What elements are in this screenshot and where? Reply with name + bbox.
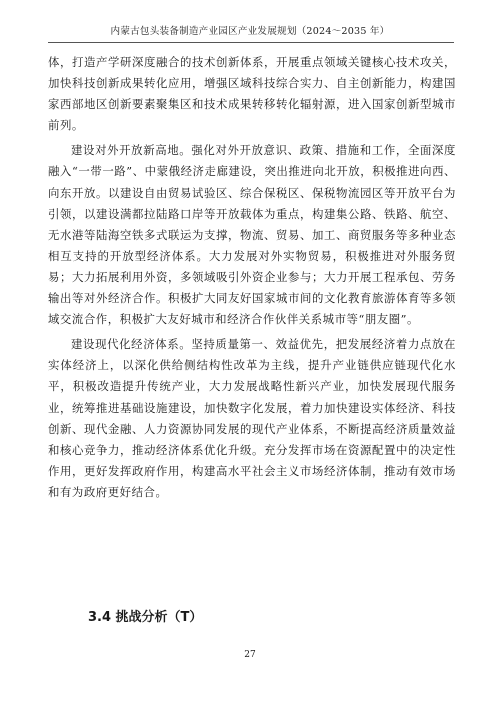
running-header: 内蒙古包头装备制造产业园区产业发展规划（2024～2035 年） xyxy=(110,26,390,37)
page-number: 27 xyxy=(244,650,256,660)
section-heading: 3.4 挑战分析（T） xyxy=(88,610,203,625)
paragraph-opening-up: 建设对外开放新高地。强化对外开放意识、政策、措施和工作，全面深度融入“一带一路”、中蒙俄经济走廊建设，突出推进向北开放，积极推进向西、向东开放。以建设自由贸易试验区、综合保税区、保税物流园区等开放平台为引领，以建设满都拉陆路口岸等开放载体为重点，构建集公路、铁路、航空、无水港等陆海空铁多式联运为支撑，物流、贸易、加工、商贸服务等多种业态相互支持的开放型经济体系。大力发展对外实物贸易，积极推进对外服务贸易；大力拓展利用外资，多领域吸引外资企业参与；大力开展工程承包、劳务输出等对外经济合作。积极扩大同友好国家城市间的文化教育旅游体育等多领域交流合作，积极扩大友好城市和经济合作伙伴关系城市等“朋友圈”。 xyxy=(48,143,456,327)
paragraph-continued: 体，打造产学研深度融合的技术创新体系，开展重点领域关键核心技术攻关，加快科技创新成果转化应用，增强区域科技综合实力、自主创新能力，构建国家西部地区创新要素聚集区和技术成果转移转化辐射源，进入国家创新型城市前列。 xyxy=(48,55,456,133)
paragraph-modern-economy: 建设现代化经济体系。坚持质量第一、效益优先，把发展经济着力点放在实体经济上，以深化供给侧结构性改革为主线，提升产业链供应链现代化水平，积极改造提升传统产业，大力发展战略性新兴产业，加快发展现代服务业，统筹推进基础设施建设，加快数字化发展，着力加快建设实体经济、科技创新、现代金融、人力资源协同发展的现代产业体系，不断提高经济质量效益和核心竞争力，推动经济体系优化升级。充分发挥市场在资源配置中的决定性作用，更好发挥政府作用，构建高水平社会主义市场经济体制，推动有效市场和有为政府更好结合。 xyxy=(48,337,456,499)
body-text xyxy=(48,52,456,507)
header-rule xyxy=(48,42,454,43)
